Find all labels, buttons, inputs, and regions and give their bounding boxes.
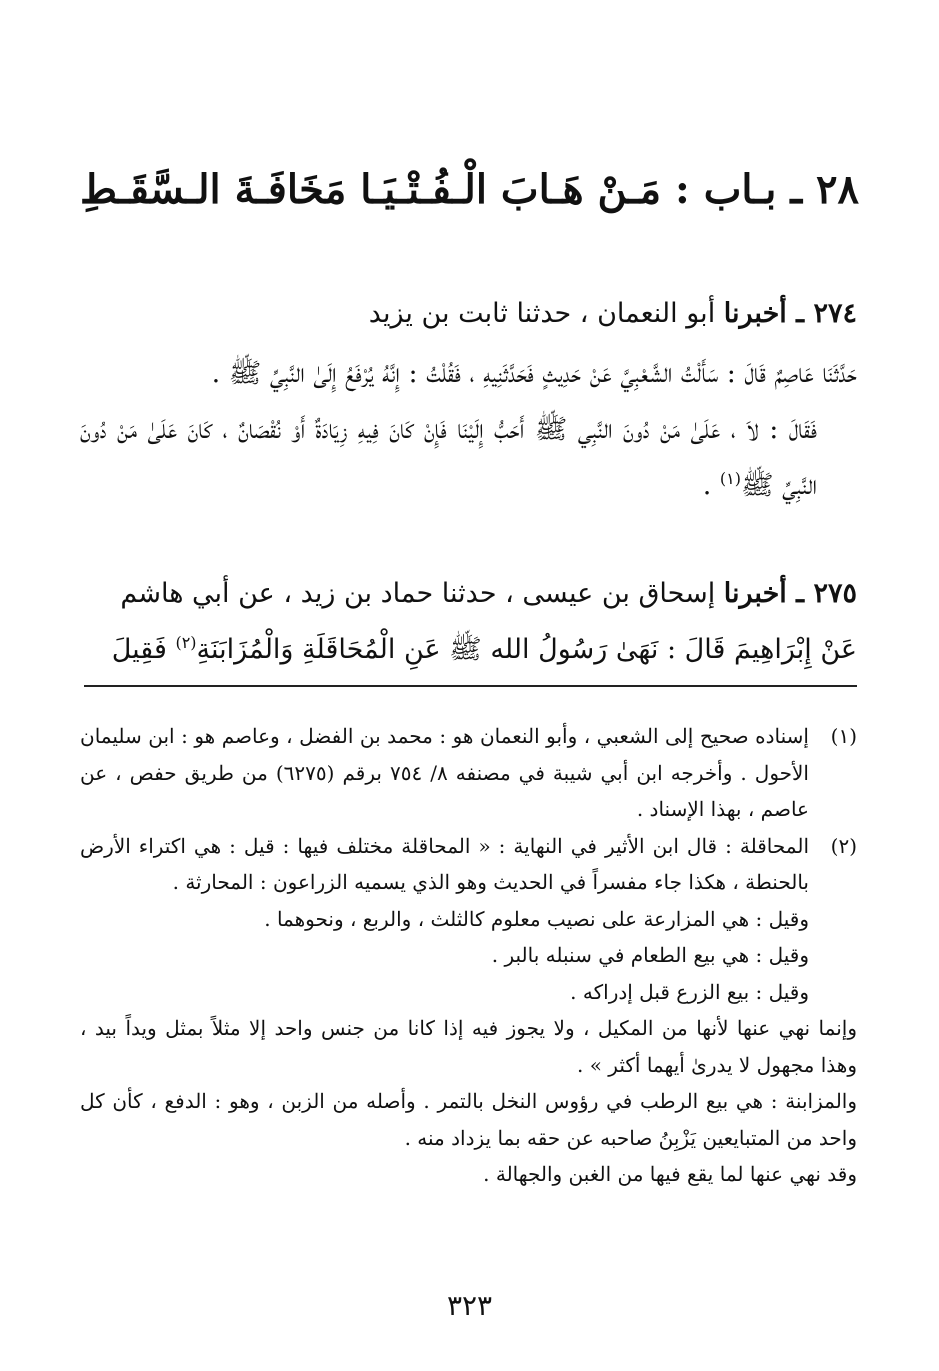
- footnote-2-paragraph: وقيل : بيع الزرع قبل إدراكه .: [570, 979, 809, 1004]
- hadith-274-isnad-line: [80, 286, 857, 342]
- footnote-2-paragraph: والمزابنة : هي بيع الرطب في رؤوس النخل بالتمر . وأصله من الزبن ، وهو : الدفع ، كأن كل واحد من المتبايعين يَزْبِنُ صاحبه عن حقه بما يزداد منه .: [80, 1089, 857, 1150]
- footnotes: [80, 718, 857, 1193]
- hadith-274-isnad: أبو النعمان ، حدثنا ثابت بن يزيد: [368, 298, 724, 329]
- footnote-divider: [84, 685, 857, 687]
- hadith-275-isnad: إسحاق بن عيسى ، حدثنا حماد بن زيد ، عن أبي هاشم: [120, 578, 724, 609]
- hadith-275-text-1-end: فَقِيلَ: [111, 634, 176, 665]
- hadith-275: [80, 566, 857, 678]
- hadith-274-text-2: [80, 402, 857, 514]
- hadith-275-text-1: [80, 622, 857, 678]
- footnote-2: [80, 828, 857, 1011]
- footnote-2-continuation: [80, 1010, 857, 1193]
- footnote-2-paragraph: المحاقلة : قال ابن الأثير في النهاية : « المحاقلة مختلف فيها : قيل : هي اكتراء الأرض بالحنطة ، هكذا جاء مفسراً في الحديث وهو الذي يسميه الزراعون : المحارثة .: [80, 833, 809, 894]
- page-number: ٣٢٣: [446, 1289, 493, 1322]
- hadith-274-text-2-end: .: [702, 470, 720, 501]
- hadith-275-label: ٢٧٥ ـ أخبرنا: [723, 578, 857, 609]
- footnote-2-number: (٢): [830, 833, 857, 858]
- footnote-ref-1: (١): [719, 469, 741, 488]
- footnote-1-text: إسناده صحيح إلى الشعبي ، وأبو النعمان هو : محمد بن الفضل ، وعاصم هو : ابن سليمان الأحول . وأخرجه ابن أبي شيبة في مصنفه ٨/ ٧٥٤ برقم (٦٢٧٥) من طريق حفص ، عن عاصم ، بهذا الإسناد .: [80, 724, 809, 821]
- chapter-title: ٢٨ ـ بـاب : مَـنْ هَـابَ الْـفُـتْـيَـا مَخَافَـةَ الـسَّقَـطِ: [80, 166, 859, 213]
- footnote-2-paragraph: وقيل : هي المزارعة على نصيب معلوم كالثلث ، والربع ، ونحوهما .: [264, 906, 809, 931]
- footnote-1: [80, 718, 857, 828]
- hadith-275-text-1-body: عَنْ إِبْرَاهِيمَ قَالَ : نَهَىٰ رَسُولُ الله ﷺ عَنِ الْمُحَاقَلَةِ وَالْمُزَابَنَةِ: [196, 634, 857, 665]
- hadith-274-text-2-body: فَقَالَ : لاَ ، عَلَىٰ مَنْ دُونَ النَّبِي ﷺ أَحَبُّ إِلَيْنَا فَإِنْ كَانَ فِيهِ زِيَادَةٌ أَوْ نُقْصَانٌ ، كَانَ عَلَىٰ مَنْ دُونَ النَّبِيِّ ﷺ: [80, 414, 818, 501]
- footnote-ref-2: (٢): [175, 633, 197, 652]
- footnote-1-number: (١): [830, 724, 857, 748]
- footnote-2-paragraph: وقد نهي عنها لما يقع فيها من الغبن والجهالة .: [483, 1162, 857, 1186]
- hadith-274: [80, 286, 857, 514]
- hadith-274-text-1: حَدَّثَنَا عَاصِمٌ قَالَ : سَأَلْتُ الشَّعْبِيَّ عَنْ حَدِيثٍ فَحَدَّثَنِيهِ ، فَقُلْتُ : إِنَّهُ يُرْفَعُ إِلَىٰ النَّبِيِّ ﷺ .: [211, 358, 857, 389]
- footnote-2-paragraph: وقيل : هي بيع الطعام في سنبله بالبر .: [491, 943, 809, 967]
- hadith-274-label: ٢٧٤ ـ أخبرنا: [723, 298, 857, 329]
- footnote-2-paragraph: وإنما نهي عنها لأنها من المكيل ، ولا يجوز فيه إذا كانا من جنس واحد إلا مثلاً بمثل ويداً بيد ، وهذا مجهول لا يدرىٰ أيهما أكثر » .: [80, 1016, 857, 1077]
- hadith-275-isnad-line: [80, 566, 857, 622]
